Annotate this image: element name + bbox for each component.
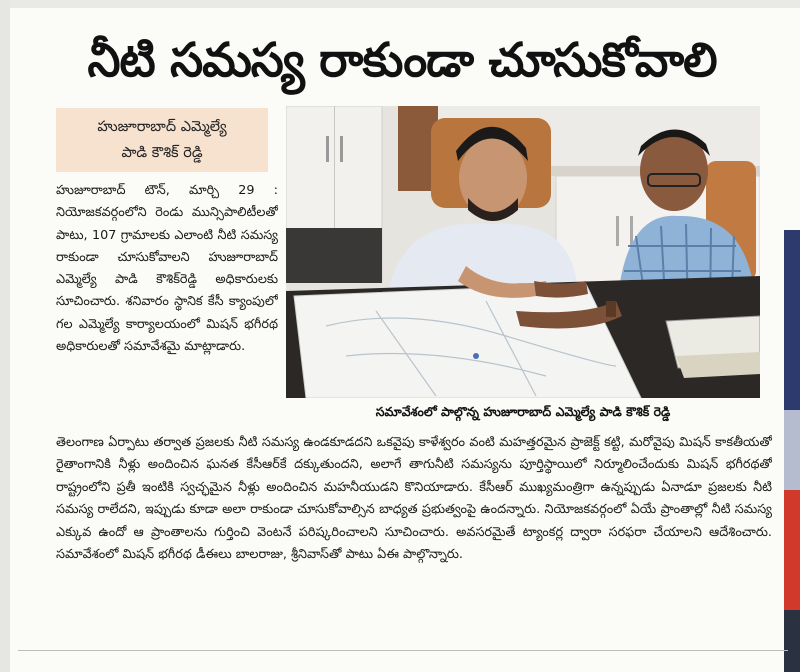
article-photo bbox=[286, 106, 760, 398]
lead-paragraph: హుజూరాబాద్ టౌన్, మార్చి 29 : నియోజకవర్గంలోని రెండు మున్సిపాలిటీలతో పాటు, 107 గ్రామాలకు ఎలాంటి నీటి సమస్య రాకుండా చూసుకోవాలని హుజూరాబాద్ ఎమ్మెల్యే పాడి కౌశిక్‌రెడ్డి అధికారులకు సూచించారు. శనివారం స్థానిక కేసీ క్యాంపులో గల ఎమ్మెల్యే కార్యాలయంలో మిషన్ భగీరథ అధికారులతో సమావేశమై మాట్లాడారు. bbox=[56, 183, 278, 355]
body-paragraph: తెలంగాణ ఏర్పాటు తర్వాత ప్రజలకు నీటి సమస్య ఉండకూడదని ఒకవైపు కాళేశ్వరం వంటి మహత్తరమైన ప్రాజెక్ట్ కట్టి, మరోవైపు మిషన్ కాకతీయతో రైతాంగానికి నీళ్లు అందించిన ఘనత కేసీఆర్‌కే దక్కుతుందని, అలాగే తాగునీటి సమస్యను పూర్తిస్థాయిలో నిర్మూలించేందుకు మిషన్ భగీరథతో రాష్ట్రంలోని ప్రతీ ఇంటికి స్వచ్ఛమైన నీళ్లు అందించిన మహనీయుడని కొనియాడారు. కేసీఆర్ ముఖ్యమంత్రిగా ఉన్నప్పుడు ఏనాడూ ప్రజలకు నీటి సమస్య రాలేదని, ఇప్పుడు కూడా అలా రాకుండా చూసుకోవాల్సిన బాధ్యత ప్రభుత్వంపై ఉందన్నారు. నియోజకవర్గంలో ఏయే ప్రాంతాల్లో నీటి సమస్య ఎక్కువ ఉందో ఆ ప్రాంతాలను గుర్తించి వెంటనే పరిష్కరించాలని సూచించారు. అవసరమైతే ట్యాంకర్ల ద్వారా సరఫరా చేయాలని ఆదేశించారు. సమావేశంలో మిషన్ భగీరథ డీఈలు బాలరాజు, శ్రీనివాస్‌తో పాటు ఏఈ పాల్గొన్నారు. bbox=[56, 435, 772, 563]
page-left-margin bbox=[0, 0, 10, 672]
photo-caption: సమావేశంలో పాల్గొన్న హుజూరాబాద్ ఎమ్మెల్యే పాడి కౌశిక్ రెడ్డి bbox=[375, 404, 671, 419]
adjacent-page-strip bbox=[784, 610, 800, 672]
byline-name: పాడి కౌశిక్ రెడ్డి bbox=[121, 145, 203, 161]
bottom-rule bbox=[18, 650, 788, 651]
byline-title: హుజూరాబాద్ ఎమ్మెల్యే bbox=[97, 119, 227, 135]
byline-box bbox=[56, 108, 268, 172]
page-top-edge bbox=[0, 0, 800, 8]
adjacent-page-strip bbox=[784, 410, 800, 490]
adjacent-page-strip bbox=[784, 230, 800, 410]
adjacent-page-strip bbox=[784, 490, 800, 610]
article-headline: నీటి సమస్య రాకుండా చూసుకోవాలి bbox=[87, 33, 717, 88]
photo-illustration bbox=[286, 106, 760, 398]
